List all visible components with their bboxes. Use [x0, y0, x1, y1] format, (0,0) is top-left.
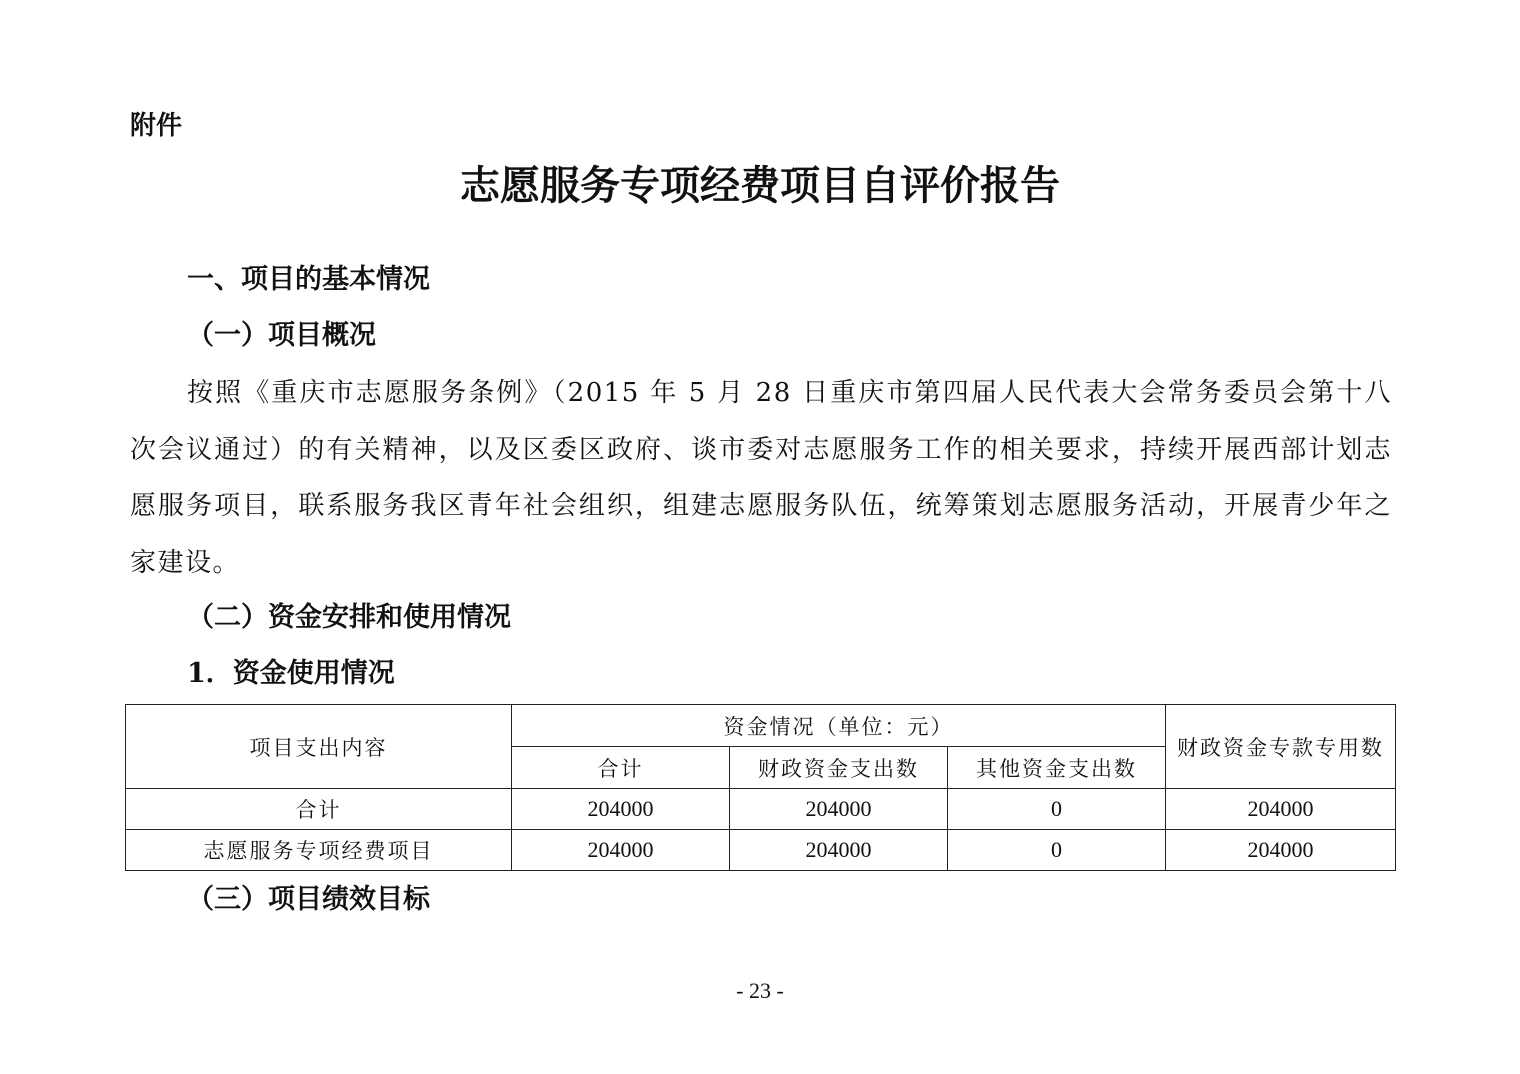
cell-item: 志愿服务专项经费项目	[126, 830, 512, 871]
item-heading-fund-usage: 1．资金使用情况	[187, 658, 395, 689]
cell-item: 合计	[126, 789, 512, 830]
overview-paragraph: 按照《重庆市志愿服务条例》（2015 年 5 月 28 日重庆市第四届人民代表大会常务委员会第十八次会议通过）的有关精神，以及区委区政府、谈市委对志愿服务工作的相关要求，持续开展西部计划志愿服务项目，联系服务我区青年社会组织，组建志愿服务队伍，统筹策划志愿服务活动，开展青少年之家建设。	[130, 378, 1392, 578]
table-row	[126, 830, 1396, 871]
page-number: - 23 -	[736, 978, 784, 1003]
subsection-heading-overview: （一）项目概况	[187, 320, 376, 351]
subsection-heading-funding: （二）资金安排和使用情况	[187, 602, 511, 633]
section-heading-basic-info: 一、项目的基本情况	[187, 264, 430, 295]
header-item-content: 项目支出内容	[126, 705, 512, 789]
table-row	[126, 789, 1396, 830]
cell-fiscal: 204000	[730, 789, 948, 830]
cell-fiscal: 204000	[730, 830, 948, 871]
attachment-label: 附件	[130, 111, 183, 141]
cell-total: 204000	[512, 830, 730, 871]
cell-total: 204000	[512, 789, 730, 830]
header-other-expense: 其他资金支出数	[948, 747, 1166, 789]
cell-other: 0	[948, 830, 1166, 871]
header-fund-status: 资金情况（单位：元）	[512, 705, 1166, 747]
header-total: 合计	[512, 747, 730, 789]
subsection-heading-performance-goals: （三）项目绩效目标	[187, 884, 430, 915]
funds-table	[125, 704, 1396, 871]
cell-special: 204000	[1166, 789, 1396, 830]
header-special-use: 财政资金专款专用数	[1166, 705, 1396, 789]
cell-other: 0	[948, 789, 1166, 830]
cell-special: 204000	[1166, 830, 1396, 871]
header-fiscal-expense: 财政资金支出数	[730, 747, 948, 789]
document-title: 志愿服务专项经费项目自评价报告	[460, 162, 1060, 209]
table-header-row	[126, 705, 1396, 747]
